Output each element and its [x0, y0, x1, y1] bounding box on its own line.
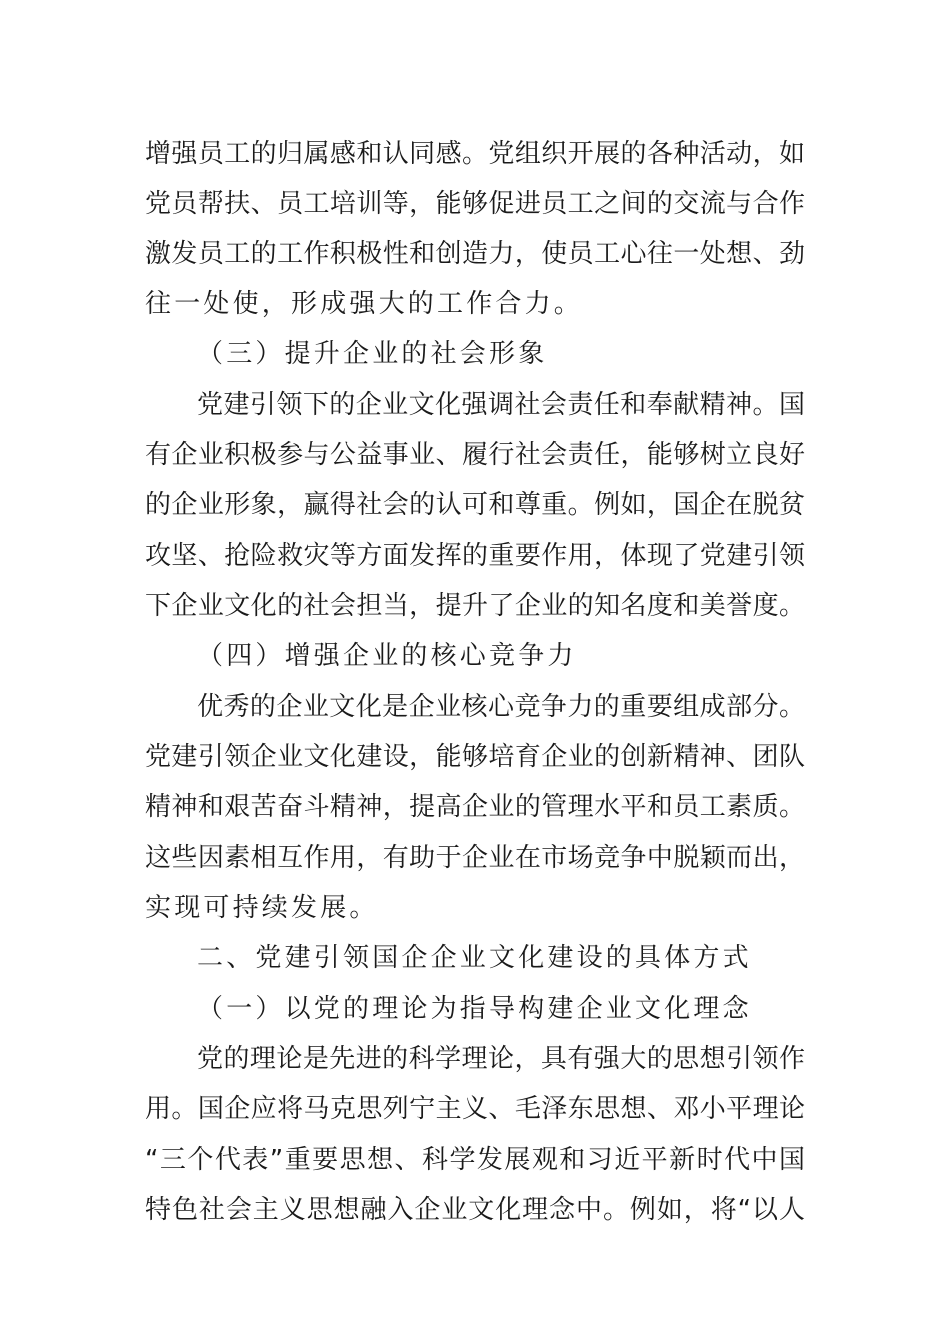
body-text-line: 往一处使，形成强大的工作合力。: [145, 289, 584, 319]
paragraph-first-line: 优秀的企业文化是企业核心竞争力的重要组成部分。: [197, 692, 805, 722]
section-heading: （三）提升企业的社会形象: [197, 339, 548, 369]
body-text-line: 有企业积极参与公益事业、履行社会责任，能够树立良好: [145, 440, 805, 470]
body-text-line: 党建引领企业文化建设，能够培育企业的创新精神、团队: [145, 742, 805, 772]
section-heading: （一）以党的理论为指导构建企业文化理念: [197, 994, 752, 1024]
paragraph-first-line: 党的理论是先进的科学理论，具有强大的思想引领作: [197, 1044, 805, 1074]
chapter-heading: 二、党建引领国企企业文化建设的具体方式: [197, 943, 752, 973]
body-text-line: 精神和艰苦奋斗精神，提高企业的管理水平和员工素质。: [145, 792, 805, 822]
body-text-line: 这些因素相互作用，有助于企业在市场竞争中脱颖而出，: [145, 843, 805, 873]
body-text-line: “三个代表”重要思想、科学发展观和习近平新时代中国: [145, 1145, 805, 1175]
body-text-line: 用。国企应将马克思列宁主义、毛泽东思想、邓小平理论: [145, 1094, 805, 1124]
body-text-line: 的企业形象，赢得社会的认可和尊重。例如，国企在脱贫: [145, 490, 805, 520]
body-text-line: 攻坚、抢险救灾等方面发挥的重要作用，体现了党建引领: [145, 541, 805, 571]
body-text-line: 增强员工的归属感和认同感。党组织开展的各种活动，如: [145, 139, 805, 169]
body-text-line: 实现可持续发展。: [145, 893, 379, 923]
paragraph-first-line: 党建引领下的企业文化强调社会责任和奉献精神。国: [197, 390, 805, 420]
section-heading: （四）增强企业的核心竞争力: [197, 641, 577, 671]
body-text-line: 党员帮扶、员工培训等，能够促进员工之间的交流与合作: [145, 189, 805, 219]
body-text-line: 下企业文化的社会担当，提升了企业的知名度和美誉度。: [145, 591, 805, 621]
body-text-line: 特色社会主义思想融入企业文化理念中。例如，将“以人: [145, 1195, 805, 1225]
body-text-line: 激发员工的工作积极性和创造力，使员工心往一处想、劲: [145, 239, 805, 269]
